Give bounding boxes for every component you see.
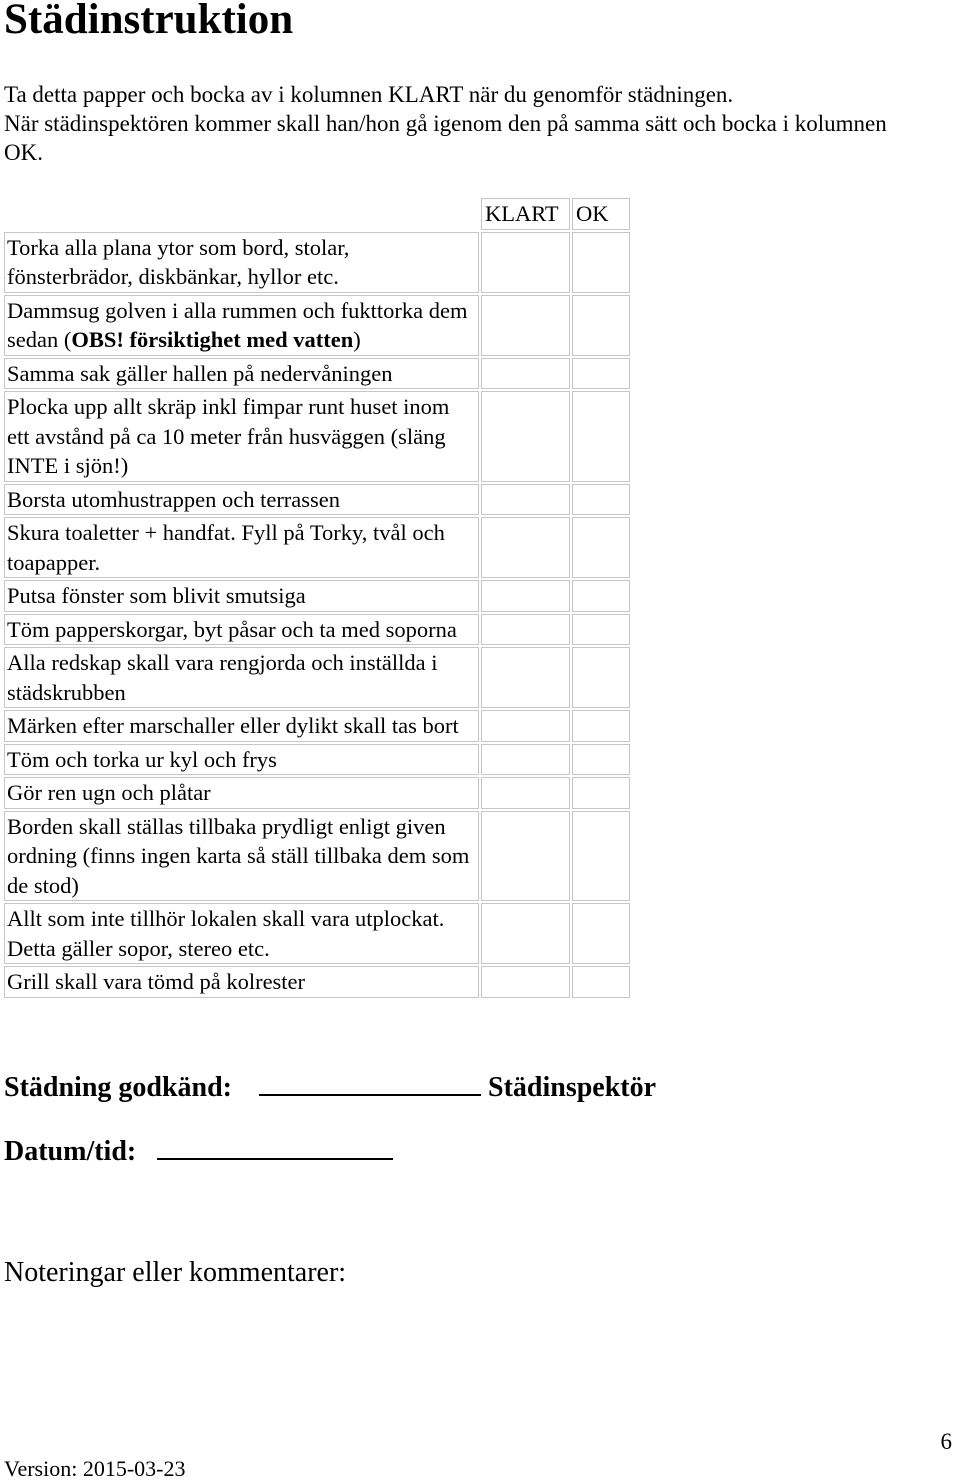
task-description [4,710,479,742]
task-text: Samma sak gäller hallen på nedervåningen [7,360,393,386]
task-description [4,358,479,390]
header-task-blank [4,198,479,230]
checklist-row [4,710,630,742]
ok-checkbox-cell[interactable] [572,647,630,708]
intro-text [4,80,904,167]
task-description [4,966,479,998]
klart-checkbox-cell[interactable] [481,710,570,742]
task-text: Skura toaletter + handfat. Fyll på Torky, tvål och toapapper. [7,520,445,575]
ok-checkbox-cell[interactable] [572,391,630,482]
checklist-row [4,484,630,516]
ok-checkbox-cell[interactable] [572,517,630,578]
ok-checkbox-cell[interactable] [572,966,630,998]
task-description [4,811,479,902]
checklist-row [4,295,630,356]
task-description [4,232,479,293]
checklist-row [4,358,630,390]
klart-checkbox-cell[interactable] [481,647,570,708]
klart-checkbox-cell[interactable] [481,903,570,964]
klart-checkbox-cell[interactable] [481,391,570,482]
task-description [4,391,479,482]
task-description [4,614,479,646]
task-description [4,744,479,776]
ok-checkbox-cell[interactable] [572,614,630,646]
task-emphasis: OBS! försiktighet med vatten [71,327,354,352]
task-description [4,484,479,516]
task-description [4,647,479,708]
task-text: Torka alla plana ytor som bord, stolar, fönsterbrädor, diskbänkar, hyllor etc. [7,234,350,289]
ok-checkbox-cell[interactable] [572,295,630,356]
approved-label: Städning godkänd: [4,1072,233,1103]
checklist-row [4,647,630,708]
task-text: Alla redskap skall vara rengjorda och inställda i städskrubben [7,650,438,705]
approval-signature-blank[interactable] [259,1064,481,1096]
ok-checkbox-cell[interactable] [572,777,630,809]
intro-line: När städinspektören kommer skall han/hon gå igenom den på samma sätt och bocka i kolumnen OK. [4,111,887,165]
task-description [4,580,479,612]
klart-checkbox-cell[interactable] [481,295,570,356]
checklist-row [4,391,630,482]
klart-checkbox-cell[interactable] [481,777,570,809]
task-text: Borsta utomhustrappen och terrassen [7,486,341,512]
task-description [4,903,479,964]
task-text: Märken efter marschaller eller dylikt skall tas bort [7,713,459,738]
checklist-row [4,614,630,646]
klart-checkbox-cell[interactable] [481,358,570,390]
ok-checkbox-cell[interactable] [572,744,630,776]
task-text: Grill skall vara tömd på kolrester [7,969,306,994]
checklist-row [4,811,630,902]
checklist-row [4,580,630,612]
klart-checkbox-cell[interactable] [481,517,570,578]
ok-checkbox-cell[interactable] [572,710,630,742]
klart-checkbox-cell[interactable] [481,811,570,902]
task-text: Töm papperskorgar, byt påsar och ta med soporna [7,616,457,642]
intro-line: Ta detta papper och bocka av i kolumnen KLART när du genomför städningen. [4,82,734,107]
ok-checkbox-cell[interactable] [572,580,630,612]
approval-line [4,1064,656,1105]
date-line [4,1128,393,1169]
checklist-row [4,517,630,578]
cleaning-checklist-table [2,196,632,1000]
task-text: Dammsug golven i alla rummen och fukttorka dem sedan ( [7,297,468,352]
task-text: ) [353,327,361,352]
task-text: Plocka upp allt skräp inkl fimpar runt huset inom ett avstånd på ca 10 meter från husväggen (släng INTE i sjön!) [7,394,450,478]
inspector-label: Städinspektör [488,1072,657,1103]
date-label: Datum/tid: [4,1136,137,1167]
task-text: Töm och torka ur kyl och frys [7,746,277,772]
task-description [4,295,479,356]
task-text: Gör ren ugn och plåtar [7,780,211,805]
header-klart: KLART [481,198,570,230]
ok-checkbox-cell[interactable] [572,484,630,516]
task-description [4,777,479,809]
task-description [4,517,479,578]
version-footer: Version: 2015-03-23 [4,1456,186,1481]
header-ok: OK [572,198,630,230]
ok-checkbox-cell[interactable] [572,232,630,293]
klart-checkbox-cell[interactable] [481,614,570,646]
klart-checkbox-cell[interactable] [481,232,570,293]
checklist-row [4,903,630,964]
checklist-row [4,744,630,776]
checklist-row [4,777,630,809]
date-blank[interactable] [157,1128,393,1160]
klart-checkbox-cell[interactable] [481,966,570,998]
checklist-header-row [4,198,630,230]
page-title: Städinstruktion [4,0,294,43]
checklist-row [4,966,630,998]
notes-label: Noteringar eller kommentarer: [4,1257,347,1288]
task-text: Borden skall ställas tillbaka prydligt enligt given ordning (finns ingen karta så ställ tillbaka dem som de stod) [7,813,470,898]
klart-checkbox-cell[interactable] [481,484,570,516]
klart-checkbox-cell[interactable] [481,580,570,612]
ok-checkbox-cell[interactable] [572,903,630,964]
ok-checkbox-cell[interactable] [572,811,630,902]
page-number: 6 [940,1429,952,1454]
task-text: Putsa fönster som blivit smutsiga [7,583,306,608]
checklist-row [4,232,630,293]
ok-checkbox-cell[interactable] [572,358,630,390]
klart-checkbox-cell[interactable] [481,744,570,776]
task-text: Allt som inte tillhör lokalen skall vara utplockat. Detta gäller sopor, stereo etc. [7,906,445,961]
